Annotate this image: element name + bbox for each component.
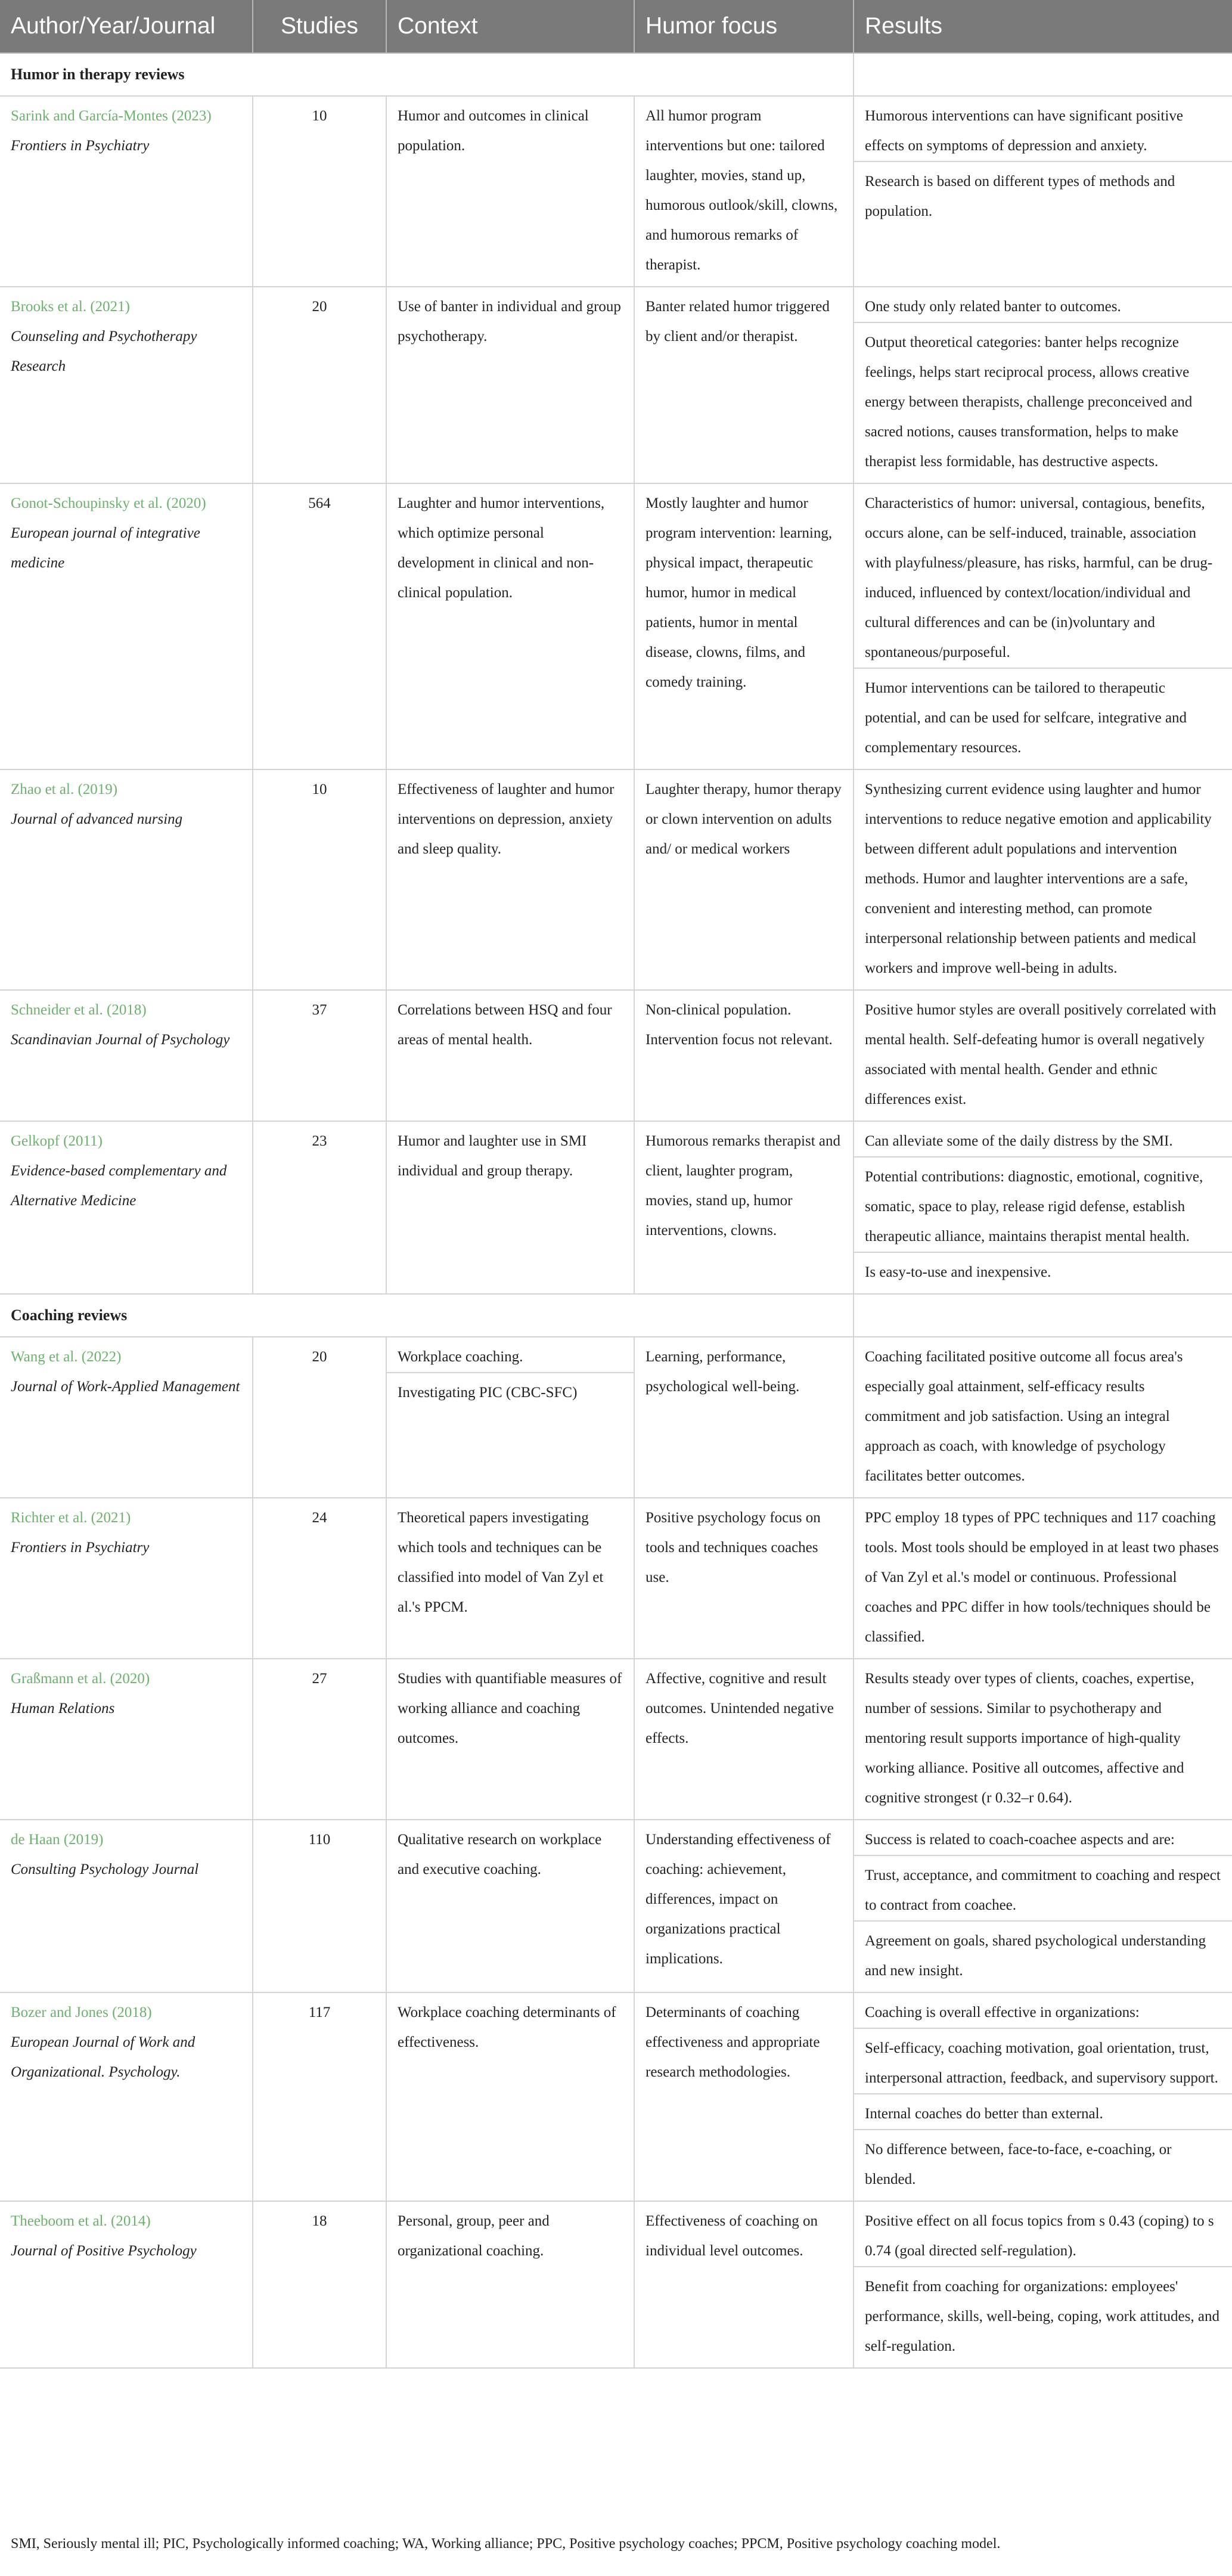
context-cell — [386, 483, 634, 769]
journal-name: Counseling and Psychotherapy Research — [11, 328, 197, 374]
author-cell — [0, 287, 253, 483]
result-item: Output theoretical categories: banter helps recognize feelings, helps start reciprocal process, allows creative energy between therapists, challenge preconceived and sacred notions, causes transformation, helps to make therapist less formidable, has destructive aspects. — [854, 322, 1232, 477]
result-item: PPC employ 18 types of PPC techniques and 117 coaching tools. Most tools should be employed in at least two phases of Van Zyl et al.'s model or continuous. Professional coaches and PPC differ in how tools/techniques should be classified. — [865, 1510, 1219, 1645]
result-item: One study only related banter to outcomes. — [865, 299, 1121, 315]
studies-count: 10 — [253, 96, 386, 287]
author-link[interactable]: Theeboom et al. (2014) — [11, 2213, 151, 2229]
context-text: Effectiveness of laughter and humor interventions on depression, anxiety and sleep quality. — [398, 781, 615, 857]
context-cell — [386, 769, 634, 990]
author-cell — [0, 1498, 253, 1659]
result-item: Trust, acceptance, and commitment to coaching and respect to contract from coachee. — [854, 1855, 1232, 1920]
header-results: Results — [854, 0, 1232, 53]
section-row — [0, 53, 1232, 96]
context-text: Workplace coaching. — [398, 1349, 523, 1365]
context-text: Humor and outcomes in clinical population. — [398, 108, 589, 154]
context-text: Laughter and humor interventions, which optimize personal development in clinical and non-clinical population. — [398, 495, 605, 601]
results-cell — [854, 1337, 1232, 1498]
studies-count: 18 — [253, 2201, 386, 2368]
studies-count: 20 — [253, 1337, 386, 1498]
table-row — [0, 483, 1232, 769]
table-row — [0, 1498, 1232, 1659]
author-link[interactable]: Brooks et al. (2021) — [11, 299, 130, 315]
journal-name: Frontiers in Psychiatry — [11, 138, 150, 154]
table-row — [0, 1659, 1232, 1820]
context-text: Correlations between HSQ and four areas of mental health. — [398, 1002, 612, 1048]
journal-name: Journal of Positive Psychology — [11, 2243, 197, 2259]
context-text: Workplace coaching determinants of effectiveness. — [398, 2004, 616, 2050]
section-empty-cell — [854, 53, 1232, 96]
journal-name: Journal of Work-Applied Management — [11, 1379, 240, 1395]
humor-focus-cell: Affective, cognitive and result outcomes. Unintended negative effects. — [634, 1659, 854, 1820]
table-row — [0, 990, 1232, 1121]
context-cell — [386, 2201, 634, 2368]
table-row — [0, 1820, 1232, 1992]
author-cell — [0, 2201, 253, 2368]
humor-focus-cell: Laughter therapy, humor therapy or clown intervention on adults and/ or medical workers — [634, 769, 854, 990]
results-cell — [854, 1498, 1232, 1659]
section-title: Coaching reviews — [0, 1294, 854, 1337]
result-item: Potential contributions: diagnostic, emotional, cognitive, somatic, space to play, release rigid defense, establish therapeutic alliance, maintains therapist mental health. — [854, 1156, 1232, 1252]
humor-focus-cell: Positive psychology focus on tools and techniques coaches use. — [634, 1498, 854, 1659]
author-link[interactable]: Gonot-Schoupinsky et al. (2020) — [11, 495, 206, 511]
result-item: Can alleviate some of the daily distress by the SMI. — [865, 1133, 1173, 1149]
context-cell — [386, 1820, 634, 1992]
studies-count: 20 — [253, 287, 386, 483]
context-cell — [386, 96, 634, 287]
author-cell — [0, 1992, 253, 2201]
result-item: Coaching facilitated positive outcome all focus area's especially goal attainment, self-efficacy results commitment and job satisfaction. Using an integral approach as coach, with knowledge of psychology facilitates better outcomes. — [865, 1349, 1183, 1484]
author-link[interactable]: Gelkopf (2011) — [11, 1133, 103, 1149]
results-cell — [854, 287, 1232, 483]
header-studies: Studies — [253, 0, 386, 53]
author-link[interactable]: Richter et al. (2021) — [11, 1510, 131, 1526]
journal-name: Evidence-based complementary and Alternative Medicine — [11, 1163, 227, 1209]
context-text-secondary: Investigating PIC (CBC-SFC) — [387, 1372, 634, 1408]
journal-name: Scandinavian Journal of Psychology — [11, 1032, 230, 1048]
studies-count: 10 — [253, 769, 386, 990]
journal-name: European journal of integrative medicine — [11, 525, 200, 571]
humor-focus-cell: Determinants of coaching effectiveness and appropriate research methodologies. — [634, 1992, 854, 2201]
context-text: Theoretical papers investigating which tools and techniques can be classified into model of Van Zyl et al.'s PPCM. — [398, 1510, 604, 1615]
studies-count: 27 — [253, 1659, 386, 1820]
context-cell — [386, 1659, 634, 1820]
table-footnote: SMI, Seriously mental ill; PIC, Psychologically informed coaching; WA, Working alliance; PPC, Positive psychology coaches; PPCM, Positive psychology coaching model. — [11, 2536, 1001, 2552]
context-text: Studies with quantifiable measures of working alliance and coaching outcomes. — [398, 1671, 622, 1746]
header-context: Context — [386, 0, 634, 53]
studies-count: 110 — [253, 1820, 386, 1992]
humor-focus-cell: Mostly laughter and humor program intervention: learning, physical impact, therapeutic humor, humor in medical patients, humor in mental disease, clowns, films, and comedy training. — [634, 483, 854, 769]
section-title: Humor in therapy reviews — [0, 53, 854, 96]
context-text: Use of banter in individual and group psychotherapy. — [398, 299, 621, 344]
table-row — [0, 2201, 1232, 2368]
humor-focus-cell: Effectiveness of coaching on individual level outcomes. — [634, 2201, 854, 2368]
table-header — [0, 0, 1232, 53]
result-item: Is easy-to-use and inexpensive. — [854, 1252, 1232, 1287]
author-link[interactable]: Graßmann et al. (2020) — [11, 1671, 150, 1687]
section-row — [0, 1294, 1232, 1337]
result-item: Internal coaches do better than external. — [854, 2093, 1232, 2129]
results-cell — [854, 96, 1232, 287]
context-cell — [386, 1337, 634, 1498]
results-cell — [854, 769, 1232, 990]
table-row — [0, 96, 1232, 287]
author-link[interactable]: Bozer and Jones (2018) — [11, 2004, 152, 2021]
table-body — [0, 53, 1232, 2368]
author-link[interactable]: Sarink and García-Montes (2023) — [11, 108, 212, 124]
author-cell — [0, 990, 253, 1121]
header-row — [0, 0, 1232, 53]
result-item: Agreement on goals, shared psychological understanding and new insight. — [854, 1920, 1232, 1986]
context-cell — [386, 1498, 634, 1659]
author-cell — [0, 1659, 253, 1820]
humor-focus-cell: Understanding effectiveness of coaching: achievement, differences, impact on organizations practical implications. — [634, 1820, 854, 1992]
context-text: Personal, group, peer and organizational coaching. — [398, 2213, 550, 2259]
table-row — [0, 1121, 1232, 1294]
results-cell — [854, 483, 1232, 769]
result-item: Coaching is overall effective in organizations: — [865, 2004, 1140, 2021]
author-link[interactable]: Wang et al. (2022) — [11, 1349, 122, 1365]
context-text: Humor and laughter use in SMI individual and group therapy. — [398, 1133, 587, 1179]
author-cell — [0, 1121, 253, 1294]
humor-focus-cell: Learning, performance, psychological well-being. — [634, 1337, 854, 1498]
journal-name: European Journal of Work and Organizational. Psychology. — [11, 2034, 195, 2080]
result-item: Benefit from coaching for organizations: employees' performance, skills, well-being, coping, work attitudes, and self-regulation. — [854, 2266, 1232, 2361]
author-cell — [0, 483, 253, 769]
author-cell — [0, 96, 253, 287]
table-row — [0, 769, 1232, 990]
table-row — [0, 287, 1232, 483]
table-row — [0, 1992, 1232, 2201]
result-item: Humor interventions can be tailored to therapeutic potential, and can be used for selfcare, integrative and complementary resources. — [854, 668, 1232, 763]
journal-name: Human Relations — [11, 1700, 115, 1717]
context-cell — [386, 1121, 634, 1294]
author-link[interactable]: Schneider et al. (2018) — [11, 1002, 147, 1018]
results-cell — [854, 1121, 1232, 1294]
result-item: Research is based on different types of methods and population. — [854, 161, 1232, 226]
studies-count: 24 — [253, 1498, 386, 1659]
result-item: Positive effect on all focus topics from s 0.43 (coping) to s 0.74 (goal directed self-regulation). — [865, 2213, 1214, 2259]
results-cell — [854, 1992, 1232, 2201]
context-cell — [386, 1992, 634, 2201]
journal-name: Journal of advanced nursing — [11, 811, 183, 827]
context-cell — [386, 287, 634, 483]
context-text: Qualitative research on workplace and executive coaching. — [398, 1832, 602, 1877]
result-item: Synthesizing current evidence using laughter and humor interventions to reduce negative emotion and applicability between different adult populations and intervention methods. Humor and laughter interventions are a safe, convenient and interesting method, can promote interpersonal relationship between patients and medical workers and improve well-being in adults. — [865, 781, 1212, 976]
results-cell — [854, 990, 1232, 1121]
author-link[interactable]: de Haan (2019) — [11, 1832, 104, 1848]
studies-count: 23 — [253, 1121, 386, 1294]
humor-focus-cell: Banter related humor triggered by client and/or therapist. — [634, 287, 854, 483]
result-item: Self-efficacy, coaching motivation, goal orientation, trust, interpersonal attraction, feedback, and supervisory support. — [854, 2028, 1232, 2093]
result-item: Humorous interventions can have significant positive effects on symptoms of depression and anxiety. — [865, 108, 1183, 154]
header-author: Author/Year/Journal — [0, 0, 253, 53]
author-link[interactable]: Zhao et al. (2019) — [11, 781, 118, 797]
context-cell — [386, 990, 634, 1121]
results-cell — [854, 2201, 1232, 2368]
result-item: No difference between, face-to-face, e-coaching, or blended. — [854, 2129, 1232, 2195]
journal-name: Frontiers in Psychiatry — [11, 1540, 150, 1556]
author-cell — [0, 1337, 253, 1498]
humor-focus-cell: Non-clinical population. Intervention focus not relevant. — [634, 990, 854, 1121]
result-item: Results steady over types of clients, coaches, expertise, number of sessions. Similar to psychotherapy and mentoring result supports importance of high-quality working alliance. Positive all outcomes, affective and cognitive strongest (r 0.32–r 0.64). — [865, 1671, 1194, 1806]
studies-count: 37 — [253, 990, 386, 1121]
journal-name: Consulting Psychology Journal — [11, 1861, 199, 1877]
header-humor-focus: Humor focus — [634, 0, 854, 53]
studies-count: 564 — [253, 483, 386, 769]
results-cell — [854, 1820, 1232, 1992]
humor-focus-cell: Humorous remarks therapist and client, laughter program, movies, stand up, humor interventions, clowns. — [634, 1121, 854, 1294]
results-cell — [854, 1659, 1232, 1820]
result-item: Characteristics of humor: universal, contagious, benefits, occurs alone, can be self-induced, trainable, association with playfulness/pleasure, has risks, harmful, can be drug-induced, influenced by context/location/individual and cultural differences and can be (in)voluntary and spontaneous/purposeful. — [865, 495, 1213, 660]
table-row — [0, 1337, 1232, 1498]
result-item: Success is related to coach-coachee aspects and are: — [865, 1832, 1175, 1848]
studies-count: 117 — [253, 1992, 386, 2201]
author-cell — [0, 769, 253, 990]
author-cell — [0, 1820, 253, 1992]
result-item: Positive humor styles are overall positively correlated with mental health. Self-defeating humor is overall negatively associated with mental health. Gender and ethnic differences exist. — [865, 1002, 1217, 1107]
humor-focus-cell: All humor program interventions but one: tailored laughter, movies, stand up, humorous outlook/skill, clowns, and humorous remarks of therapist. — [634, 96, 854, 287]
section-empty-cell — [854, 1294, 1232, 1337]
